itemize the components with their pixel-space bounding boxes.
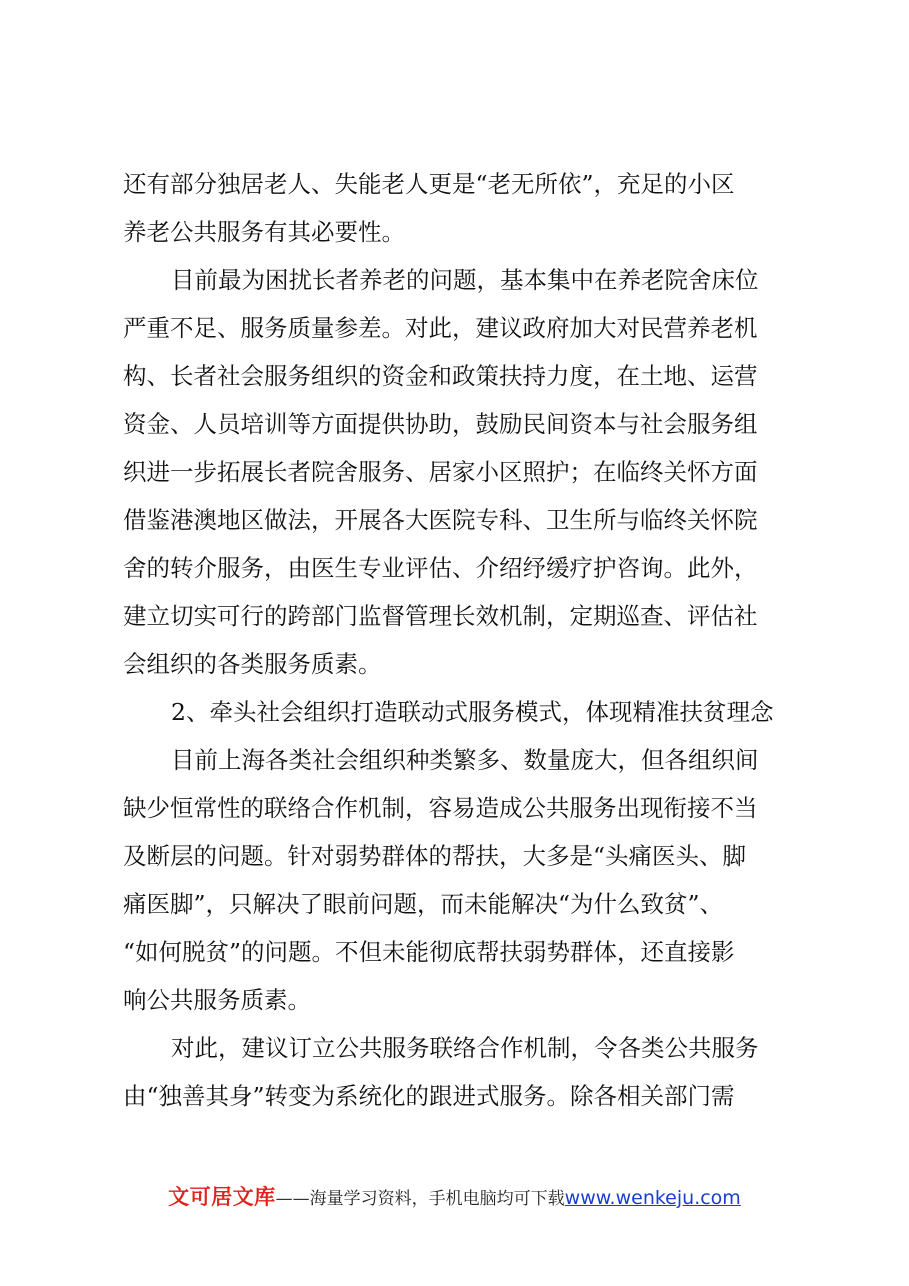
- paragraph-line: 养老公共服务有其必要性。: [123, 218, 405, 246]
- footer-banner: [0, 1181, 909, 1211]
- paragraph-line: 由“独善其身”转变为系统化的跟进式服务。除各相关部门需: [123, 1082, 735, 1110]
- footer-tagline: 海量学习资料，手机电脑均可下载: [309, 1189, 565, 1209]
- paragraph-line: 织进一步拓展长者院舍服务、居家小区照护；在临终关怀方面: [123, 458, 758, 486]
- section-heading: 2、牵头社会组织打造联动式服务模式，体现精准扶贫理念: [171, 698, 774, 726]
- paragraph-line: 建立切实可行的跨部门监督管理长效机制，定期巡查、评估社: [123, 602, 758, 630]
- footer-link[interactable]: www.wenkeju.com: [564, 1187, 741, 1209]
- paragraph-line: 借鉴港澳地区做法，开展各大医院专科、卫生所与临终关怀院: [123, 506, 758, 534]
- footer-dash: ——: [275, 1189, 310, 1209]
- footer-brand: 文可居文库: [168, 1185, 276, 1209]
- paragraph-line: 严重不足、服务质量参差。对此，建议政府加大对民营养老机: [123, 314, 758, 342]
- paragraph-line: 缺少恒常性的联络合作机制，容易造成公共服务出现衔接不当: [123, 794, 758, 822]
- paragraph-line: 会组织的各类服务质素。: [123, 650, 382, 678]
- paragraph-line: 还有部分独居老人、失能老人更是“老无所依”，充足的小区: [123, 170, 735, 198]
- paragraph-line: 对此，建议订立公共服务联络合作机制，令各类公共服务: [171, 1034, 759, 1062]
- paragraph-line: 构、长者社会服务组织的资金和政策扶持力度，在土地、运营: [123, 362, 758, 390]
- paragraph-line: 目前上海各类社会组织种类繁多、数量庞大，但各组织间: [171, 746, 759, 774]
- paragraph-line: 资金、人员培训等方面提供协助，鼓励民间资本与社会服务组: [123, 410, 758, 438]
- paragraph-line: 及断层的问题。针对弱势群体的帮扶，大多是“头痛医头、脚: [123, 842, 747, 870]
- paragraph-line: “如何脱贫”的问题。不但未能彻底帮扶弱势群体，还直接影: [123, 938, 735, 966]
- paragraph-line: 舍的转介服务，由医生专业评估、介绍纾缓疗护咨询。此外，: [123, 554, 758, 582]
- paragraph-line: 响公共服务质素。: [123, 986, 311, 1014]
- paragraph-line: 痛医脚”，只解决了眼前问题，而未能解决“为什么致贫”、: [123, 890, 724, 918]
- paragraph-line: 目前最为困扰长者养老的问题，基本集中在养老院舍床位: [171, 266, 759, 294]
